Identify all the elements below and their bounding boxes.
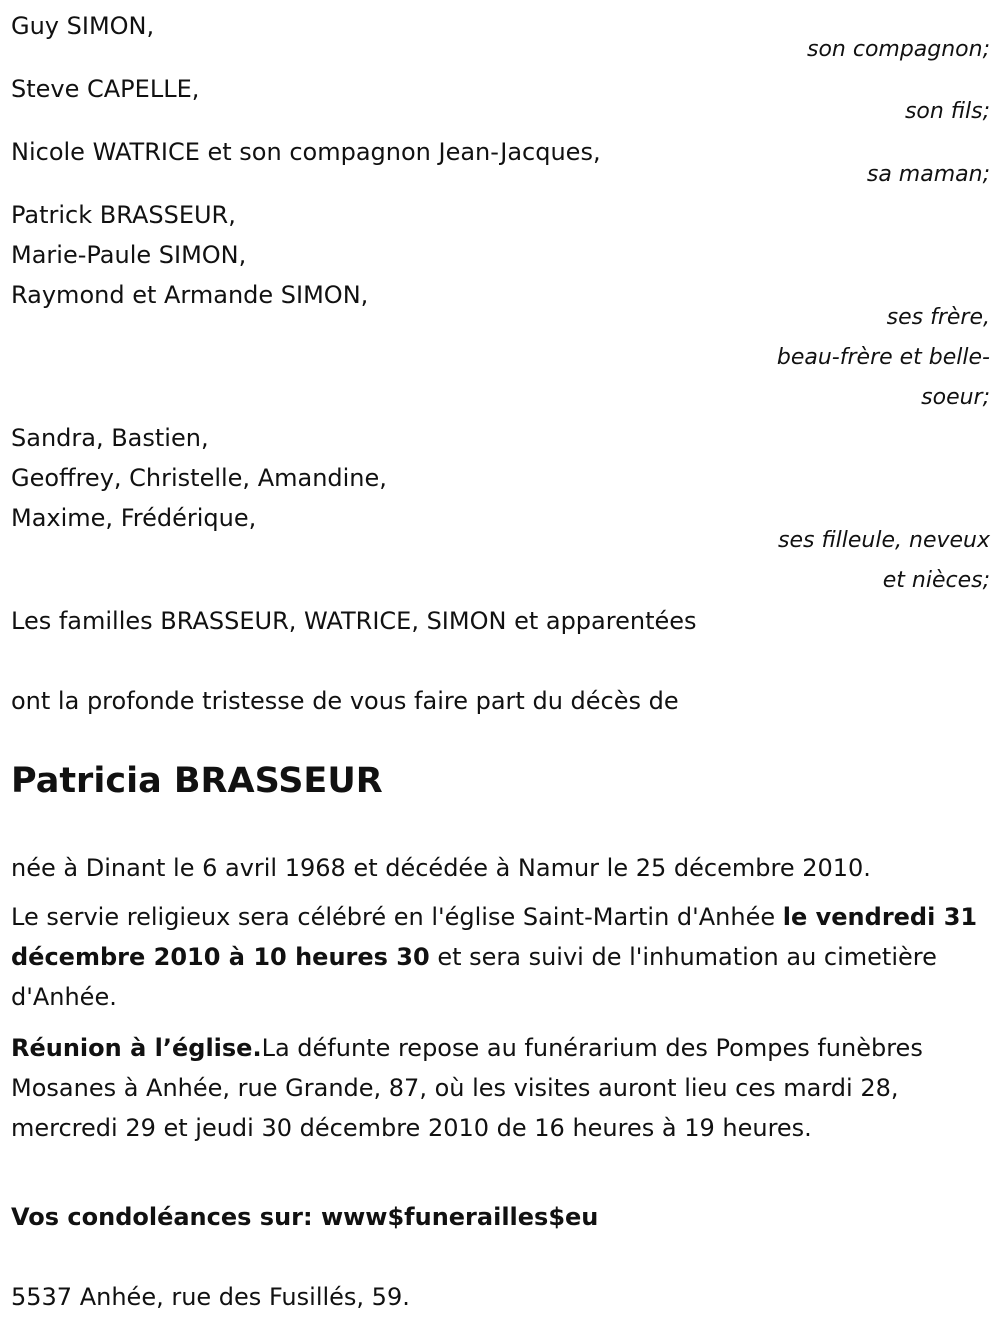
condolences-line: Vos condoléances sur: www$funerailles$eu [11,1203,599,1231]
family-member: Raymond et Armande SIMON, [11,281,369,309]
relation-label: son fils; [904,99,990,124]
relation-label: sa maman; [866,162,990,187]
family-member: Geoffrey, Christelle, Amandine, [11,464,387,492]
relation-label: soeur; [921,385,990,410]
service-paragraph [11,897,996,1017]
family-member: Marie-Paule SIMON, [11,241,247,269]
relation-label: son compagnon; [806,37,990,62]
relation-label: ses filleule, neveux [778,528,990,553]
relation-label: beau-frère et belle- [776,345,990,370]
meeting-label: Réunion à l’église. [11,1034,262,1062]
family-member: Maxime, Frédérique, [11,504,257,532]
service-text-after: et sera suivi de l'inhumation au cimetière d'Anhée. [11,943,937,1011]
announcement-text: ont la profonde tristesse de vous faire part du décès de [11,687,679,715]
family-member: Steve CAPELLE, [11,75,200,103]
family-member: Sandra, Bastien, [11,424,209,452]
families-line: Les familles BRASSEUR, WATRICE, SIMON et apparentées [11,607,697,635]
meeting-paragraph [11,1028,996,1148]
relation-label: et nièces; [882,568,990,593]
deceased-name: Patricia BRASSEUR [11,761,383,801]
family-member: Nicole WATRICE et son compagnon Jean-Jacques, [11,138,601,166]
family-member: Guy SIMON, [11,12,155,40]
service-text-before: Le servie religieux sera célébré en l'église Saint-Martin d'Anhée [11,903,783,931]
birth-death-line: née à Dinant le 6 avril 1968 et décédée à Namur le 25 décembre 2010. [11,854,871,882]
relation-label: ses frère, [886,305,990,330]
meeting-text: La défunte repose au funérarium des Pompes funèbres Mosanes à Anhée, rue Grande, 87, où les visites auront lieu ces mardi 28, mercredi 29 et jeudi 30 décembre 2010 de 16 heures à 19 heures. [11,1034,923,1142]
service-datetime: le vendredi 31 décembre 2010 à 10 heures 30 [11,903,978,971]
family-member: Patrick BRASSEUR, [11,201,236,229]
address-line: 5537 Anhée, rue des Fusillés, 59. [11,1283,410,1311]
